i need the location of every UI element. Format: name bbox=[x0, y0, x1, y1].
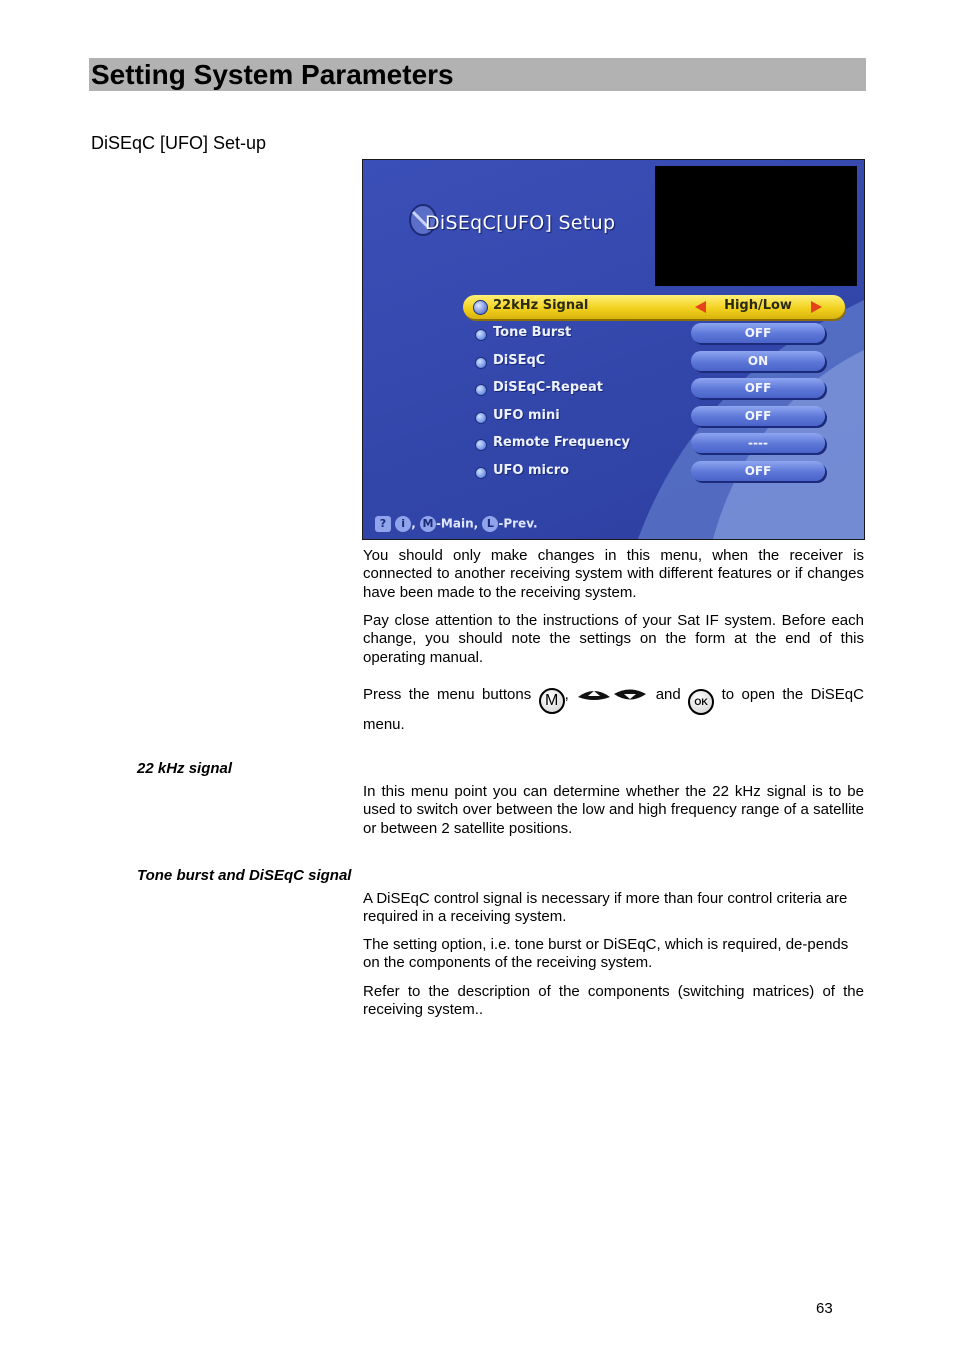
section-title: DiSEqC [UFO] Set-up bbox=[91, 133, 267, 153]
bullet-icon bbox=[475, 329, 487, 341]
m-key-icon: M bbox=[420, 516, 436, 532]
menu-row-ufo-mini[interactable] bbox=[463, 405, 845, 429]
bullet-icon bbox=[475, 467, 487, 479]
heading-tone-burst: Tone burst and DiSEqC signal bbox=[137, 867, 352, 884]
paragraph-22khz: In this menu point you can determine whether the 22 kHz signal is to be used to switch over between the low and high frequency range of a satellite or between 2 satellite positions. bbox=[363, 783, 864, 837]
screen-title: DiSEqC[UFO] Setup bbox=[425, 212, 616, 234]
screen-footer: ? i , M -Main, L -Prev. bbox=[375, 516, 538, 532]
menu-row-diseqc[interactable] bbox=[463, 350, 845, 374]
help-icon: ? bbox=[375, 516, 391, 532]
bullet-icon bbox=[473, 300, 488, 315]
menu-row-value: High/Low bbox=[724, 298, 792, 313]
video-preview bbox=[655, 166, 857, 286]
ok-button-icon: OK bbox=[688, 689, 714, 715]
intro-p3-and: and bbox=[655, 686, 681, 703]
menu-row-value: OFF bbox=[691, 378, 825, 398]
menu-row-ufo-micro[interactable] bbox=[463, 460, 845, 484]
up-down-arrows-icon bbox=[576, 687, 648, 703]
menu-row-label: 22kHz Signal bbox=[493, 298, 589, 313]
intro-paragraph-1: You should only make changes in this menu, when the receiver is connected to another receiving system with different features or if changes have been made to the receiving system. bbox=[363, 547, 864, 601]
page-title: Setting System Parameters bbox=[91, 59, 454, 90]
page-number: 63 bbox=[816, 1300, 833, 1317]
intro-p3-comma: , bbox=[564, 686, 569, 703]
diseqc-screen bbox=[362, 159, 865, 540]
intro-p3-text-a: Press the menu buttons bbox=[363, 686, 532, 703]
menu-row-label: UFO micro bbox=[493, 463, 570, 478]
intro-paragraph-2: Pay close attention to the instructions of your Sat IF system. Before each change, you should note the settings on the form at the end of this operating manual. bbox=[363, 612, 864, 666]
paragraph-tone-3: Refer to the description of the components (switching matrices) of the receiving system.. bbox=[363, 983, 864, 1019]
menu-row-label: Tone Burst bbox=[493, 325, 572, 340]
menu-row-value: OFF bbox=[691, 406, 825, 426]
menu-row-label: Remote Frequency bbox=[493, 435, 630, 450]
paragraph-tone-2: The setting option, i.e. tone burst or DiSEqC, which is required, de-pends on the components of the receiving system. bbox=[363, 936, 849, 972]
bullet-icon bbox=[475, 357, 487, 369]
heading-22khz-signal: 22 kHz signal bbox=[137, 760, 233, 777]
menu-row-remote-frequency[interactable] bbox=[463, 432, 845, 456]
info-icon: i bbox=[395, 516, 411, 532]
paragraph-tone-1: A DiSEqC control signal is necessary if more than four control criteria are required in a receiving system. bbox=[363, 890, 848, 926]
footer-prev-label: -Prev. bbox=[498, 516, 538, 531]
menu-row-label: DiSEqC-Repeat bbox=[493, 380, 603, 395]
arrow-right-icon bbox=[811, 301, 822, 313]
bullet-icon bbox=[475, 439, 487, 451]
menu-row-tone-burst[interactable] bbox=[463, 322, 845, 346]
m-button-icon: M bbox=[539, 688, 565, 714]
menu-row-22khz-signal[interactable] bbox=[463, 295, 845, 319]
intro-paragraph-3 bbox=[363, 685, 864, 734]
menu-row-label: DiSEqC bbox=[493, 353, 546, 368]
intro-p3-text-d: to open the DiSEqC menu. bbox=[363, 686, 864, 733]
menu-row-label: UFO mini bbox=[493, 408, 560, 423]
menu-row-value: OFF bbox=[691, 323, 825, 343]
l-key-icon: L bbox=[482, 516, 498, 532]
menu-row-value: OFF bbox=[691, 461, 825, 481]
bullet-icon bbox=[475, 412, 487, 424]
menu-row-value: ---- bbox=[691, 433, 825, 453]
menu-row-value: ON bbox=[691, 351, 825, 371]
title-bar bbox=[89, 58, 866, 91]
footer-main-label: -Main, bbox=[435, 516, 479, 531]
bullet-icon bbox=[475, 384, 487, 396]
menu-row-diseqc-repeat[interactable] bbox=[463, 377, 845, 401]
